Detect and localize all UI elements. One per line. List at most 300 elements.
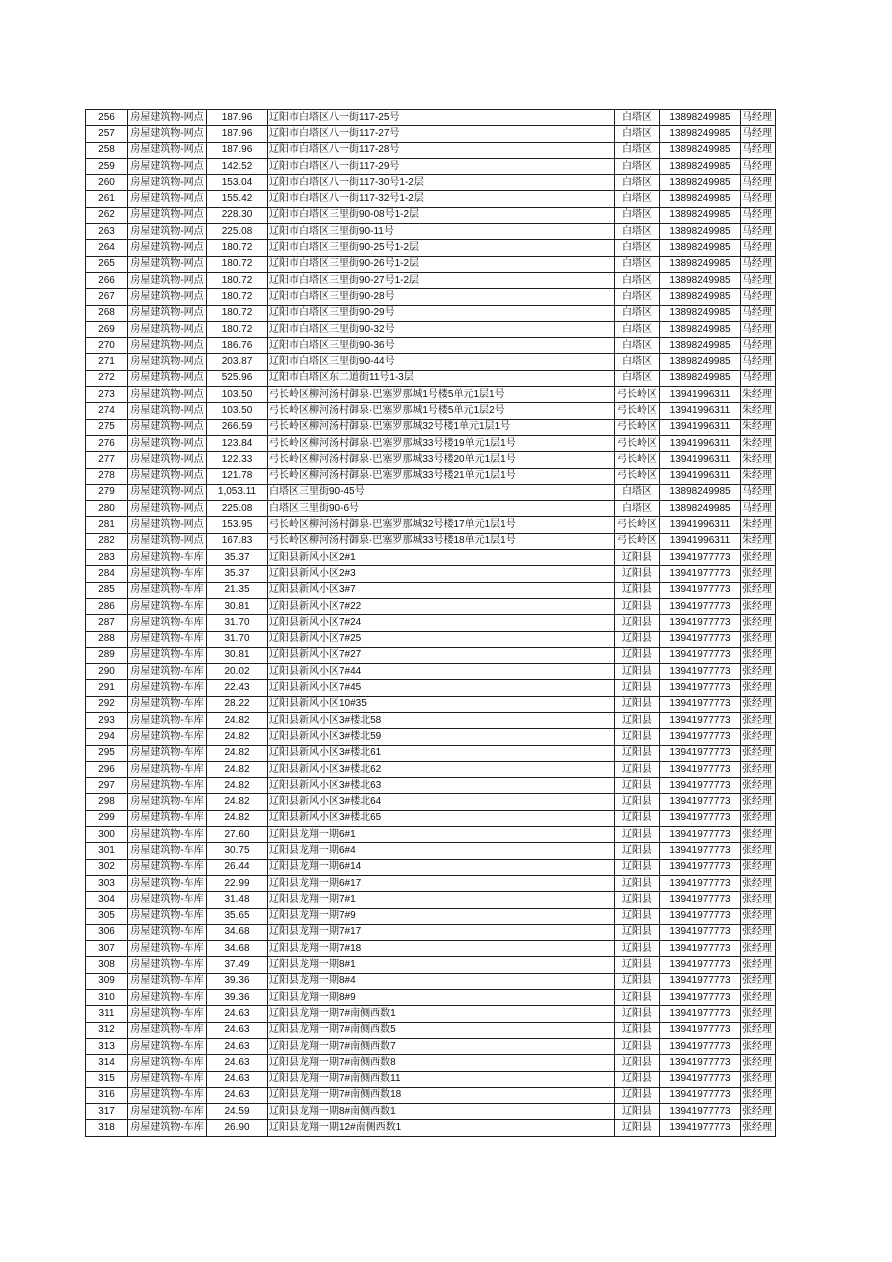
cell-manager: 张经理 [741, 745, 776, 761]
cell-district: 辽阳县 [615, 827, 660, 843]
cell-phone: 13898249985 [660, 338, 741, 354]
cell-district: 白塔区 [615, 338, 660, 354]
cell-district: 辽阳县 [615, 1104, 660, 1120]
cell-address: 辽阳县新风小区3#楼北64 [268, 794, 615, 810]
cell-row-number: 261 [86, 191, 128, 207]
cell-row-number: 259 [86, 158, 128, 174]
cell-district: 白塔区 [615, 305, 660, 321]
cell-address: 辽阳县新风小区3#楼北62 [268, 761, 615, 777]
cell-manager: 朱经理 [741, 387, 776, 403]
cell-district: 白塔区 [615, 272, 660, 288]
cell-phone: 13941977773 [660, 973, 741, 989]
cell-phone: 13941977773 [660, 941, 741, 957]
cell-district: 辽阳县 [615, 924, 660, 940]
cell-district: 白塔区 [615, 207, 660, 223]
cell-address: 辽阳县龙翔一期12#南侧西数1 [268, 1120, 615, 1137]
cell-row-number: 258 [86, 142, 128, 158]
cell-phone: 13941977773 [660, 680, 741, 696]
cell-area: 28.22 [207, 696, 268, 712]
cell-manager: 张经理 [741, 810, 776, 826]
cell-phone: 13941977773 [660, 615, 741, 631]
cell-area: 266.59 [207, 419, 268, 435]
cell-district: 辽阳县 [615, 647, 660, 663]
cell-row-number: 314 [86, 1055, 128, 1071]
cell-area: 167.83 [207, 533, 268, 549]
cell-row-number: 305 [86, 908, 128, 924]
cell-manager: 张经理 [741, 1055, 776, 1071]
cell-district: 辽阳县 [615, 1038, 660, 1054]
cell-row-number: 295 [86, 745, 128, 761]
table-row [86, 452, 776, 468]
cell-area: 34.68 [207, 941, 268, 957]
cell-row-number: 281 [86, 517, 128, 533]
cell-address: 辽阳县龙翔一期7#南侧西数11 [268, 1071, 615, 1087]
cell-row-number: 313 [86, 1038, 128, 1054]
cell-phone: 13941977773 [660, 957, 741, 973]
cell-asset-type: 房屋建筑物-车库 [128, 1104, 207, 1120]
cell-phone: 13941977773 [660, 729, 741, 745]
cell-address: 辽阳市白塔区三里街90-28号 [268, 289, 615, 305]
cell-district: 辽阳县 [615, 892, 660, 908]
table-row [86, 778, 776, 794]
cell-district: 辽阳县 [615, 631, 660, 647]
cell-district: 白塔区 [615, 321, 660, 337]
cell-address: 辽阳市白塔区八一街117-28号 [268, 142, 615, 158]
cell-manager: 张经理 [741, 1071, 776, 1087]
cell-asset-type: 房屋建筑物-网点 [128, 517, 207, 533]
cell-area: 24.63 [207, 1038, 268, 1054]
cell-asset-type: 房屋建筑物-车库 [128, 647, 207, 663]
cell-district: 辽阳县 [615, 973, 660, 989]
cell-area: 180.72 [207, 321, 268, 337]
table-row [86, 517, 776, 533]
cell-phone: 13898249985 [660, 321, 741, 337]
cell-phone: 13898249985 [660, 370, 741, 386]
cell-row-number: 282 [86, 533, 128, 549]
cell-row-number: 318 [86, 1120, 128, 1137]
cell-area: 228.30 [207, 207, 268, 223]
cell-address: 白塔区三里街90-45号 [268, 484, 615, 500]
cell-area: 225.08 [207, 501, 268, 517]
cell-phone: 13941977773 [660, 810, 741, 826]
cell-address: 辽阳县新风小区3#楼北58 [268, 712, 615, 728]
cell-row-number: 290 [86, 664, 128, 680]
table-row [86, 794, 776, 810]
cell-asset-type: 房屋建筑物-网点 [128, 435, 207, 451]
cell-asset-type: 房屋建筑物-车库 [128, 550, 207, 566]
cell-area: 26.90 [207, 1120, 268, 1137]
cell-area: 37.49 [207, 957, 268, 973]
cell-address: 弓长岭区柳河汤村御泉·巴塞罗那城33号楼21单元1层1号 [268, 468, 615, 484]
cell-row-number: 275 [86, 419, 128, 435]
cell-area: 153.04 [207, 175, 268, 191]
cell-phone: 13941977773 [660, 712, 741, 728]
table-row [86, 289, 776, 305]
cell-district: 辽阳县 [615, 810, 660, 826]
table-row [86, 647, 776, 663]
cell-asset-type: 房屋建筑物-车库 [128, 1071, 207, 1087]
cell-manager: 张经理 [741, 615, 776, 631]
cell-manager: 马经理 [741, 142, 776, 158]
cell-manager: 马经理 [741, 207, 776, 223]
cell-area: 26.44 [207, 859, 268, 875]
cell-district: 辽阳县 [615, 941, 660, 957]
cell-row-number: 273 [86, 387, 128, 403]
cell-area: 22.43 [207, 680, 268, 696]
cell-district: 白塔区 [615, 191, 660, 207]
cell-district: 弓长岭区 [615, 419, 660, 435]
cell-phone: 13898249985 [660, 256, 741, 272]
cell-area: 35.37 [207, 566, 268, 582]
cell-manager: 张经理 [741, 892, 776, 908]
table-row [86, 533, 776, 549]
cell-asset-type: 房屋建筑物-网点 [128, 126, 207, 142]
cell-asset-type: 房屋建筑物-网点 [128, 272, 207, 288]
cell-manager: 张经理 [741, 1022, 776, 1038]
cell-manager: 朱经理 [741, 452, 776, 468]
cell-phone: 13941977773 [660, 1006, 741, 1022]
cell-manager: 张经理 [741, 1038, 776, 1054]
cell-asset-type: 房屋建筑物-网点 [128, 110, 207, 126]
table-row [86, 175, 776, 191]
cell-area: 31.70 [207, 631, 268, 647]
cell-asset-type: 房屋建筑物-车库 [128, 973, 207, 989]
cell-district: 辽阳县 [615, 680, 660, 696]
asset-table [85, 109, 776, 1137]
cell-row-number: 263 [86, 224, 128, 240]
cell-asset-type: 房屋建筑物-网点 [128, 256, 207, 272]
cell-area: 186.76 [207, 338, 268, 354]
cell-address: 辽阳县新风小区2#1 [268, 550, 615, 566]
cell-address: 辽阳县新风小区3#7 [268, 582, 615, 598]
cell-district: 弓长岭区 [615, 403, 660, 419]
cell-address: 辽阳县新风小区10#35 [268, 696, 615, 712]
table-row [86, 550, 776, 566]
cell-manager: 马经理 [741, 501, 776, 517]
cell-asset-type: 房屋建筑物-网点 [128, 240, 207, 256]
cell-district: 弓长岭区 [615, 452, 660, 468]
table-row [86, 615, 776, 631]
cell-area: 31.70 [207, 615, 268, 631]
cell-row-number: 278 [86, 468, 128, 484]
cell-area: 24.82 [207, 794, 268, 810]
cell-asset-type: 房屋建筑物-网点 [128, 533, 207, 549]
cell-address: 白塔区三里街90-6号 [268, 501, 615, 517]
cell-phone: 13941977773 [660, 1104, 741, 1120]
table-row [86, 582, 776, 598]
cell-row-number: 306 [86, 924, 128, 940]
cell-address: 辽阳县新风小区7#27 [268, 647, 615, 663]
cell-area: 103.50 [207, 403, 268, 419]
cell-address: 弓长岭区柳河汤村御泉·巴塞罗那城33号楼19单元1层1号 [268, 435, 615, 451]
cell-address: 辽阳县龙翔一期7#南侧西数5 [268, 1022, 615, 1038]
table-row [86, 941, 776, 957]
cell-address: 辽阳市白塔区三里街90-32号 [268, 321, 615, 337]
cell-area: 121.78 [207, 468, 268, 484]
cell-area: 122.33 [207, 452, 268, 468]
cell-district: 辽阳县 [615, 696, 660, 712]
cell-phone: 13898249985 [660, 110, 741, 126]
cell-area: 35.37 [207, 550, 268, 566]
cell-asset-type: 房屋建筑物-车库 [128, 990, 207, 1006]
table-row [86, 468, 776, 484]
cell-area: 155.42 [207, 191, 268, 207]
cell-asset-type: 房屋建筑物-车库 [128, 761, 207, 777]
cell-phone: 13941977773 [660, 859, 741, 875]
cell-manager: 张经理 [741, 973, 776, 989]
cell-area: 39.36 [207, 990, 268, 1006]
table-row [86, 256, 776, 272]
cell-area: 21.35 [207, 582, 268, 598]
cell-asset-type: 房屋建筑物-车库 [128, 859, 207, 875]
cell-phone: 13898249985 [660, 142, 741, 158]
cell-address: 辽阳县龙翔一期6#14 [268, 859, 615, 875]
cell-phone: 13941977773 [660, 990, 741, 1006]
table-row [86, 158, 776, 174]
cell-area: 35.65 [207, 908, 268, 924]
cell-row-number: 279 [86, 484, 128, 500]
cell-district: 辽阳县 [615, 875, 660, 891]
table-row [86, 631, 776, 647]
cell-phone: 13941996311 [660, 419, 741, 435]
cell-phone: 13941996311 [660, 517, 741, 533]
cell-address: 弓长岭区柳河汤村御泉·巴塞罗那城1号楼5单元1层1号 [268, 387, 615, 403]
cell-area: 123.84 [207, 435, 268, 451]
cell-asset-type: 房屋建筑物-网点 [128, 468, 207, 484]
cell-district: 辽阳县 [615, 778, 660, 794]
cell-manager: 马经理 [741, 224, 776, 240]
cell-district: 辽阳县 [615, 582, 660, 598]
cell-row-number: 300 [86, 827, 128, 843]
cell-manager: 朱经理 [741, 435, 776, 451]
cell-manager: 朱经理 [741, 468, 776, 484]
cell-row-number: 257 [86, 126, 128, 142]
table-row [86, 224, 776, 240]
cell-address: 辽阳县龙翔一期8#南侧西数1 [268, 1104, 615, 1120]
cell-area: 24.63 [207, 1071, 268, 1087]
cell-area: 225.08 [207, 224, 268, 240]
cell-area: 24.82 [207, 810, 268, 826]
cell-address: 辽阳县龙翔一期6#17 [268, 875, 615, 891]
cell-manager: 张经理 [741, 908, 776, 924]
cell-row-number: 277 [86, 452, 128, 468]
cell-manager: 张经理 [741, 761, 776, 777]
cell-manager: 马经理 [741, 272, 776, 288]
cell-address: 辽阳县龙翔一期7#南侧西数1 [268, 1006, 615, 1022]
cell-address: 辽阳县龙翔一期7#南侧西数7 [268, 1038, 615, 1054]
cell-manager: 马经理 [741, 126, 776, 142]
cell-asset-type: 房屋建筑物-车库 [128, 615, 207, 631]
cell-district: 辽阳县 [615, 761, 660, 777]
cell-district: 辽阳县 [615, 1022, 660, 1038]
cell-manager: 马经理 [741, 338, 776, 354]
cell-phone: 13941977773 [660, 908, 741, 924]
cell-district: 弓长岭区 [615, 533, 660, 549]
cell-address: 辽阳市白塔区东二道街11号1-3层 [268, 370, 615, 386]
cell-phone: 13941977773 [660, 1022, 741, 1038]
cell-manager: 马经理 [741, 321, 776, 337]
cell-address: 辽阳县龙翔一期6#1 [268, 827, 615, 843]
cell-area: 24.63 [207, 1055, 268, 1071]
cell-district: 辽阳县 [615, 1120, 660, 1137]
cell-area: 180.72 [207, 256, 268, 272]
table-row [86, 142, 776, 158]
cell-asset-type: 房屋建筑物-网点 [128, 175, 207, 191]
cell-row-number: 288 [86, 631, 128, 647]
cell-area: 187.96 [207, 142, 268, 158]
table-row [86, 387, 776, 403]
cell-area: 153.95 [207, 517, 268, 533]
table-row [86, 843, 776, 859]
cell-district: 辽阳县 [615, 1087, 660, 1103]
cell-asset-type: 房屋建筑物-车库 [128, 712, 207, 728]
cell-phone: 13898249985 [660, 484, 741, 500]
cell-phone: 13941977773 [660, 598, 741, 614]
cell-asset-type: 房屋建筑物-网点 [128, 403, 207, 419]
cell-row-number: 285 [86, 582, 128, 598]
cell-address: 辽阳县新风小区7#44 [268, 664, 615, 680]
table-row [86, 566, 776, 582]
table-row [86, 875, 776, 891]
cell-phone: 13898249985 [660, 175, 741, 191]
cell-district: 白塔区 [615, 370, 660, 386]
cell-manager: 张经理 [741, 631, 776, 647]
cell-phone: 13941977773 [660, 550, 741, 566]
cell-area: 203.87 [207, 354, 268, 370]
cell-row-number: 260 [86, 175, 128, 191]
cell-asset-type: 房屋建筑物-车库 [128, 1038, 207, 1054]
cell-district: 弓长岭区 [615, 435, 660, 451]
cell-row-number: 271 [86, 354, 128, 370]
cell-address: 辽阳县新风小区7#25 [268, 631, 615, 647]
table-row [86, 712, 776, 728]
cell-row-number: 274 [86, 403, 128, 419]
cell-manager: 张经理 [741, 1087, 776, 1103]
cell-asset-type: 房屋建筑物-网点 [128, 158, 207, 174]
cell-asset-type: 房屋建筑物-车库 [128, 941, 207, 957]
cell-manager: 朱经理 [741, 533, 776, 549]
cell-manager: 张经理 [741, 794, 776, 810]
cell-area: 180.72 [207, 240, 268, 256]
table-row [86, 191, 776, 207]
cell-manager: 张经理 [741, 712, 776, 728]
cell-manager: 张经理 [741, 550, 776, 566]
cell-row-number: 286 [86, 598, 128, 614]
cell-asset-type: 房屋建筑物-车库 [128, 1120, 207, 1137]
cell-manager: 马经理 [741, 289, 776, 305]
table-row [86, 680, 776, 696]
table-row [86, 1022, 776, 1038]
cell-asset-type: 房屋建筑物-网点 [128, 305, 207, 321]
cell-phone: 13941977773 [660, 1087, 741, 1103]
cell-district: 白塔区 [615, 240, 660, 256]
cell-row-number: 266 [86, 272, 128, 288]
cell-phone: 13941977773 [660, 745, 741, 761]
table-row [86, 892, 776, 908]
table-row [86, 110, 776, 126]
cell-manager: 张经理 [741, 1104, 776, 1120]
cell-row-number: 280 [86, 501, 128, 517]
table-row [86, 435, 776, 451]
cell-address: 辽阳市白塔区三里街90-27号1-2层 [268, 272, 615, 288]
table-row [86, 973, 776, 989]
cell-manager: 张经理 [741, 924, 776, 940]
cell-district: 辽阳县 [615, 990, 660, 1006]
cell-asset-type: 房屋建筑物-车库 [128, 924, 207, 940]
table-row [86, 501, 776, 517]
cell-district: 辽阳县 [615, 615, 660, 631]
cell-area: 24.63 [207, 1022, 268, 1038]
table-row [86, 338, 776, 354]
cell-manager: 张经理 [741, 566, 776, 582]
cell-phone: 13941996311 [660, 468, 741, 484]
cell-area: 24.63 [207, 1087, 268, 1103]
cell-asset-type: 房屋建筑物-网点 [128, 207, 207, 223]
cell-area: 24.82 [207, 761, 268, 777]
cell-row-number: 291 [86, 680, 128, 696]
cell-manager: 马经理 [741, 256, 776, 272]
cell-manager: 张经理 [741, 990, 776, 1006]
cell-asset-type: 房屋建筑物-车库 [128, 778, 207, 794]
cell-manager: 张经理 [741, 680, 776, 696]
cell-address: 辽阳市白塔区八一街117-25号 [268, 110, 615, 126]
cell-row-number: 304 [86, 892, 128, 908]
cell-phone: 13941977773 [660, 647, 741, 663]
cell-address: 辽阳县龙翔一期7#17 [268, 924, 615, 940]
table-row [86, 810, 776, 826]
cell-asset-type: 房屋建筑物-车库 [128, 875, 207, 891]
cell-district: 辽阳县 [615, 550, 660, 566]
cell-manager: 张经理 [741, 598, 776, 614]
cell-address: 辽阳县新风小区3#楼北65 [268, 810, 615, 826]
cell-asset-type: 房屋建筑物-车库 [128, 1087, 207, 1103]
cell-asset-type: 房屋建筑物-车库 [128, 892, 207, 908]
cell-district: 辽阳县 [615, 1006, 660, 1022]
asset-table-body [86, 110, 776, 1137]
cell-phone: 13941977773 [660, 1120, 741, 1137]
cell-asset-type: 房屋建筑物-网点 [128, 452, 207, 468]
cell-phone: 13941977773 [660, 631, 741, 647]
cell-area: 525.96 [207, 370, 268, 386]
cell-address: 辽阳县新风小区3#楼北63 [268, 778, 615, 794]
table-row [86, 598, 776, 614]
cell-row-number: 268 [86, 305, 128, 321]
table-row [86, 1071, 776, 1087]
cell-asset-type: 房屋建筑物-网点 [128, 370, 207, 386]
cell-phone: 13941977773 [660, 761, 741, 777]
table-row [86, 1087, 776, 1103]
cell-asset-type: 房屋建筑物-车库 [128, 827, 207, 843]
cell-district: 辽阳县 [615, 843, 660, 859]
cell-asset-type: 房屋建筑物-车库 [128, 745, 207, 761]
cell-district: 辽阳县 [615, 859, 660, 875]
cell-asset-type: 房屋建筑物-车库 [128, 794, 207, 810]
cell-address: 辽阳市白塔区三里街90-11号 [268, 224, 615, 240]
cell-phone: 13941977773 [660, 843, 741, 859]
table-row [86, 403, 776, 419]
cell-address: 辽阳县龙翔一期7#1 [268, 892, 615, 908]
cell-manager: 张经理 [741, 1006, 776, 1022]
cell-phone: 13898249985 [660, 240, 741, 256]
cell-asset-type: 房屋建筑物-车库 [128, 582, 207, 598]
cell-address: 辽阳市白塔区八一街117-30号1-2层 [268, 175, 615, 191]
cell-asset-type: 房屋建筑物-网点 [128, 387, 207, 403]
cell-district: 弓长岭区 [615, 387, 660, 403]
cell-asset-type: 房屋建筑物-网点 [128, 501, 207, 517]
table-row [86, 126, 776, 142]
cell-row-number: 293 [86, 712, 128, 728]
table-row [86, 1038, 776, 1054]
